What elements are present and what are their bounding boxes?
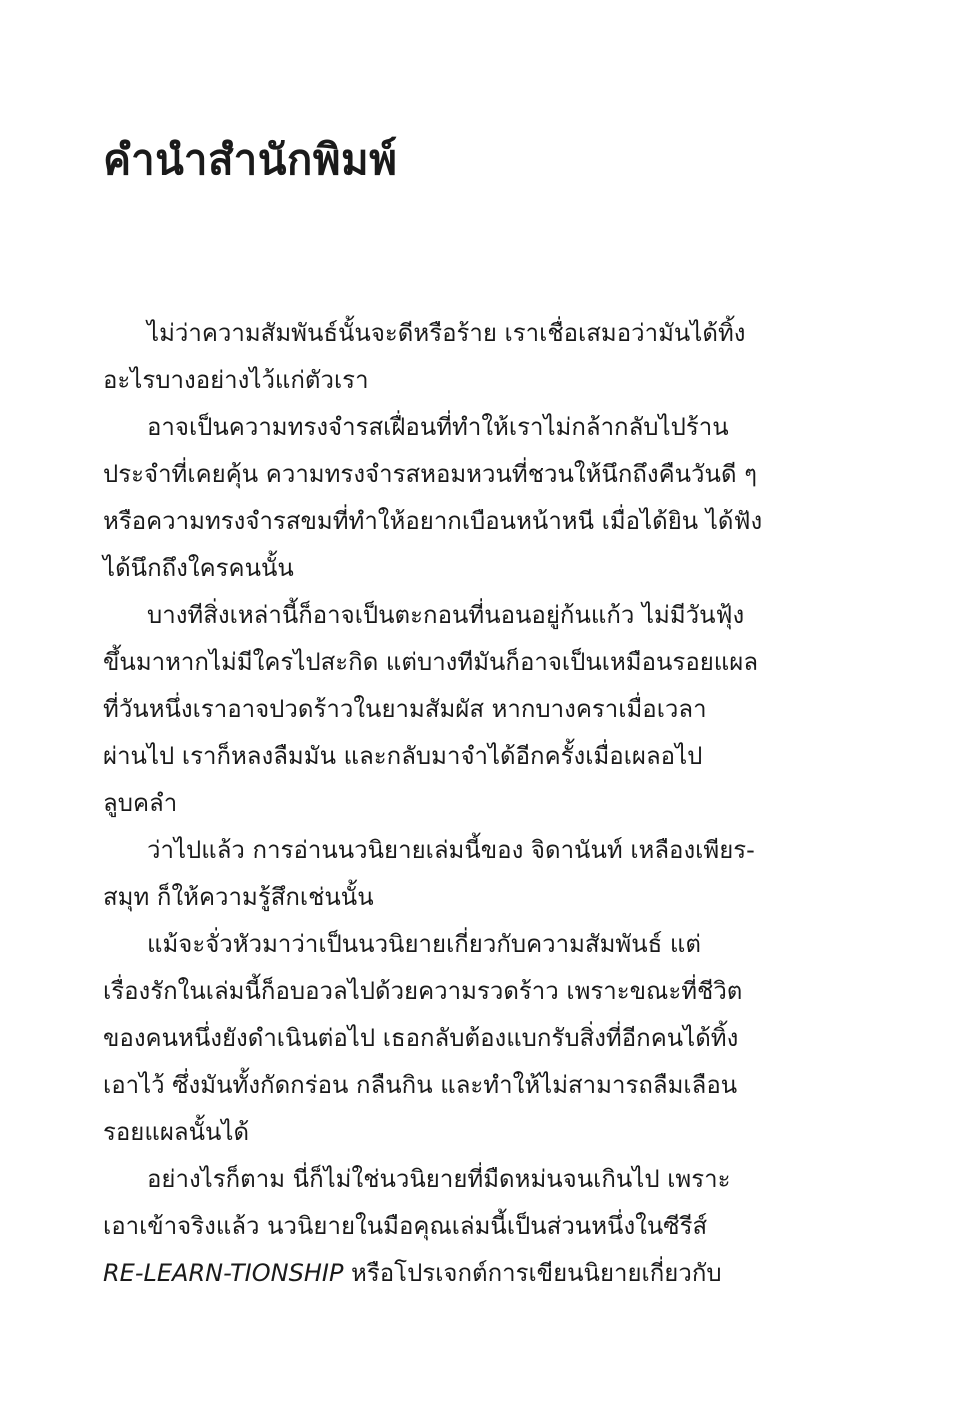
text-line: ลูบคลำ (103, 789, 178, 817)
text-line: ว่าไปแล้ว การอ่านนวนิยายเล่มนี้ของ จิดานันท์ เหลืองเพียร- (147, 836, 755, 864)
paragraph (103, 592, 787, 827)
text-fragment: หรือโปรเจกต์การเขียนนิยายเกี่ยวกับ (343, 1259, 722, 1287)
text-line (103, 1250, 787, 1297)
text-line: บางทีสิ่งเหล่านี้ก็อาจเป็นตะกอนที่นอนอยู่ก้นแก้ว ไม่มีวันฟุ้ง (147, 601, 745, 629)
text-line: ที่วันหนึ่งเราอาจปวดร้าวในยามสัมผัส หากบางคราเมื่อเวลา (103, 695, 707, 723)
text-line: ไม่ว่าความสัมพันธ์นั้นจะดีหรือร้าย เราเชื่อเสมอว่ามันได้ทิ้ง (147, 319, 746, 347)
paragraph (103, 310, 787, 404)
text-line: สมุท ก็ให้ความรู้สึกเช่นนั้น (103, 883, 374, 911)
text-line: ของคนหนึ่งยังดำเนินต่อไป เธอกลับต้องแบกรับสิ่งที่อีกคนได้ทิ้ง (103, 1024, 739, 1052)
text-line: อาจเป็นความทรงจำรสเฝื่อนที่ทำให้เราไม่กล้ากลับไปร้าน (147, 413, 729, 441)
paragraph (103, 827, 787, 921)
text-line: รอยแผลนั้นได้ (103, 1118, 250, 1146)
text-line: ได้นึกถึงใครคนนั้น (103, 554, 294, 582)
page-title: คำนำสำนักพิมพ์ (103, 135, 398, 184)
text-line: อะไรบางอย่างไว้แก่ตัวเรา (103, 366, 369, 394)
paragraph (103, 1156, 787, 1297)
text-line: อย่างไรก็ตาม นี่ก็ไม่ใช่นวนิยายที่มืดหม่นจนเกินไป เพราะ (147, 1165, 731, 1193)
text-line: เรื่องรักในเล่มนี้ก็อบอวลไปด้วยความรวดร้าว เพราะขณะที่ชีวิต (103, 977, 743, 1005)
paragraph (103, 921, 787, 1156)
text-line: ขึ้นมาหากไม่มีใครไปสะกิด แต่บางทีมันก็อาจเป็นเหมือนรอยแผล (103, 648, 759, 676)
paragraph (103, 404, 787, 592)
series-name: RE-LEARN-TIONSHIP (103, 1259, 344, 1287)
body-text (103, 310, 787, 1297)
text-line: หรือความทรงจำรสขมที่ทำให้อยากเบือนหน้าหนี เมื่อได้ยิน ได้ฟัง (103, 507, 763, 535)
text-line: แม้จะจั่วหัวมาว่าเป็นนวนิยายเกี่ยวกับความสัมพันธ์ แต่ (147, 930, 701, 958)
text-line: ผ่านไป เราก็หลงลืมมัน และกลับมาจำได้อีกครั้งเมื่อเผลอไป (103, 742, 703, 770)
text-line: เอาไว้ ซึ่งมันทั้งกัดกร่อน กลืนกิน และทำให้ไม่สามารถลืมเลือน (103, 1071, 738, 1099)
text-line: เอาเข้าจริงแล้ว นวนิยายในมือคุณเล่มนี้เป็นส่วนหนึ่งในซีรีส์ (103, 1212, 708, 1240)
text-line: ประจำที่เคยคุ้น ความทรงจำรสหอมหวนที่ชวนให้นึกถึงคืนวันดี ๆ (103, 460, 758, 488)
